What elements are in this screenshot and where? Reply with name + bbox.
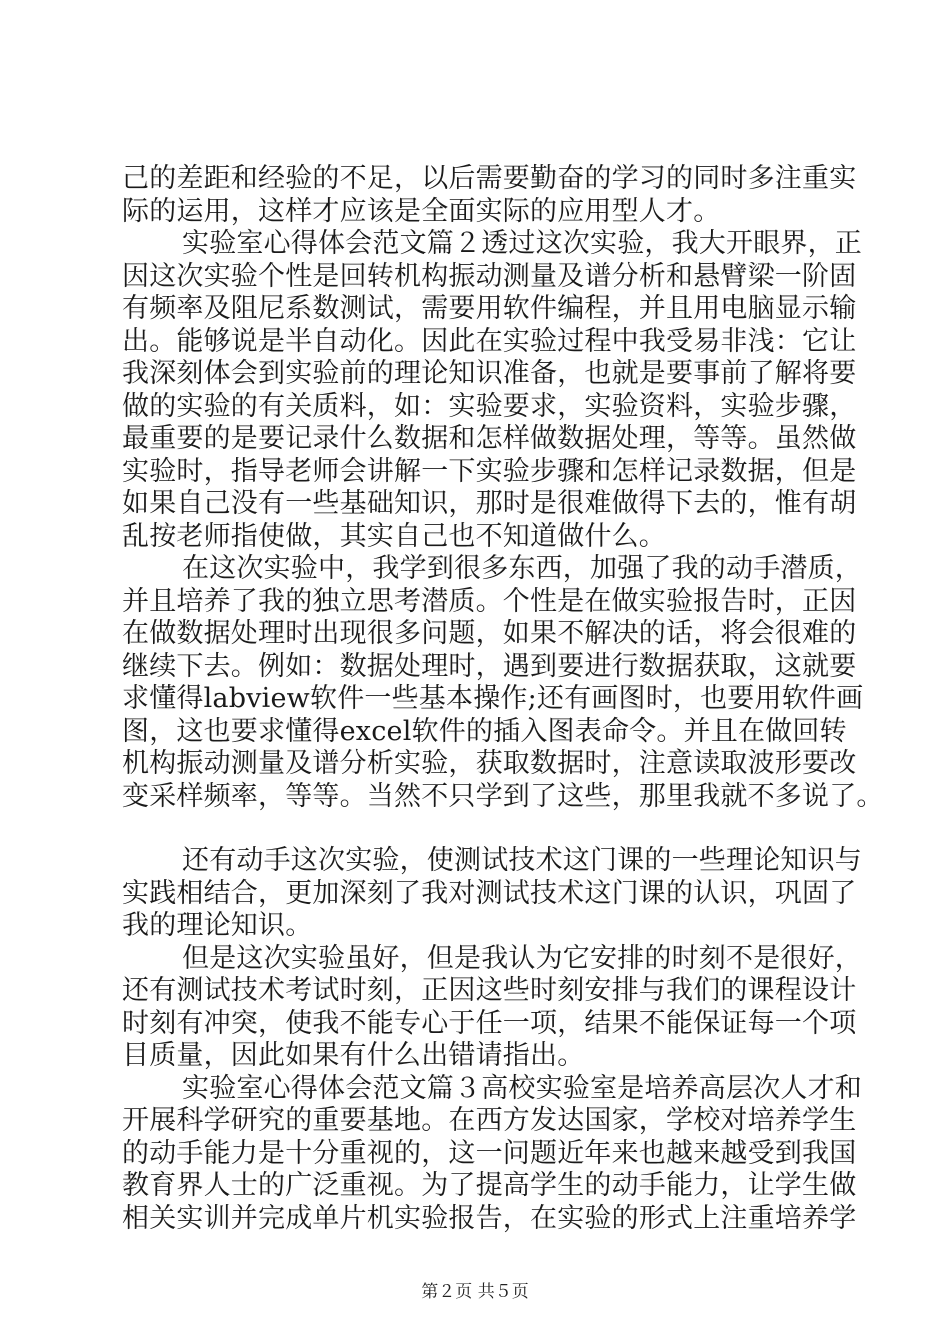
- text-line: 际的运用，这样才应该是全面实际的应用型人才。: [122, 195, 721, 227]
- text-line: 如果自己没有一些基础知识，那时是很难做得下去的，惟有胡: [122, 488, 857, 519]
- paragraph-gap: [122, 813, 838, 845]
- document-body: [122, 163, 884, 1235]
- paragraph-start-line: 在这次实验中，我学到很多东西，加强了我的动手潜质，: [182, 553, 862, 584]
- text-line: 出。能够说是半自动化。因此在实验过程中我受易非浅：它让: [122, 325, 857, 357]
- text-line: 继续下去。例如：数据处理时，遇到要进行数据获取，这就要: [122, 650, 857, 682]
- paragraph-start-line: 但是这次实验虽好，但是我认为它安排的时刻不是很好，: [182, 942, 862, 974]
- text-line: 在做数据处理时出现很多问题，如果不解决的话，将会很难的: [122, 618, 857, 649]
- text-line: 机构振动测量及谱分析实验，获取数据时，注意读取波形要改: [122, 748, 857, 779]
- text-line: 开展科学研究的重要基地。在西方发达国家，学校对培养学生: [122, 1105, 857, 1136]
- text-line: 的动手能力是十分重视的，这一问题近年来也越来越受到我国: [122, 1137, 857, 1169]
- text-line: 实验时，指导老师会讲解一下实验步骤和怎样记录数据，但是: [122, 455, 857, 487]
- page-footer: 第２页 共５页: [421, 1282, 529, 1302]
- text-line: 因这次实验个性是回转机构振动测量及谱分析和悬臂梁一阶固: [122, 260, 857, 292]
- text-line: 乱按老师指使做，其实自己也不知道做什么。: [122, 520, 666, 552]
- text-line: 做的实验的有关质料，如：实验要求，实验资料，实验步骤，: [122, 390, 857, 422]
- text-line: 图，这也要求懂得excel软件的插入图表命令。并且在做回转: [122, 715, 847, 747]
- paragraph-start-line: 实验室心得体会范文篇３高校实验室是培养高层次人才和: [182, 1072, 862, 1104]
- paragraph-start-line: 还有动手这次实验，使测试技术这门课的一些理论知识与: [182, 845, 862, 876]
- text-line: 我的理论知识。: [122, 910, 313, 941]
- paragraph-start-line: 实验室心得体会范文篇２透过这次实验，我大开眼界，正: [182, 228, 862, 259]
- text-line: 变采样频率，等等。当然不只学到了这些，那里我就不多说了。: [122, 780, 884, 812]
- text-line: 还有测试技术考试时刻，正因这些时刻安排与我们的课程设计: [122, 975, 857, 1006]
- text-line: 教育界人士的广泛重视。为了提高学生的动手能力，让学生做: [122, 1170, 857, 1201]
- text-line: 最重要的是要记录什么数据和怎样做数据处理，等等。虽然做: [122, 423, 857, 454]
- text-line: 并且培养了我的独立思考潜质。个性是在做实验报告时，正因: [122, 585, 857, 617]
- text-line: 求懂得labview软件一些基本操作;还有画图时，也要用软件画: [122, 683, 864, 714]
- text-line: 目质量，因此如果有什么出错请指出。: [122, 1040, 585, 1071]
- text-line: 相关实训并完成单片机实验报告，在实验的形式上注重培养学: [122, 1202, 857, 1234]
- text-line: 时刻有冲突，使我不能专心于任一项，结果不能保证每一个项: [122, 1007, 857, 1039]
- text-line: 实践相结合，更加深刻了我对测试技术这门课的认识，巩固了: [122, 877, 857, 909]
- text-line: 我深刻体会到实验前的理论知识准备，也就是要事前了解将要: [122, 358, 857, 389]
- text-line: 有频率及阻尼系数测试，需要用软件编程，并且用电脑显示输: [122, 293, 857, 324]
- text-line: 己的差距和经验的不足，以后需要勤奋的学习的同时多注重实: [122, 163, 857, 194]
